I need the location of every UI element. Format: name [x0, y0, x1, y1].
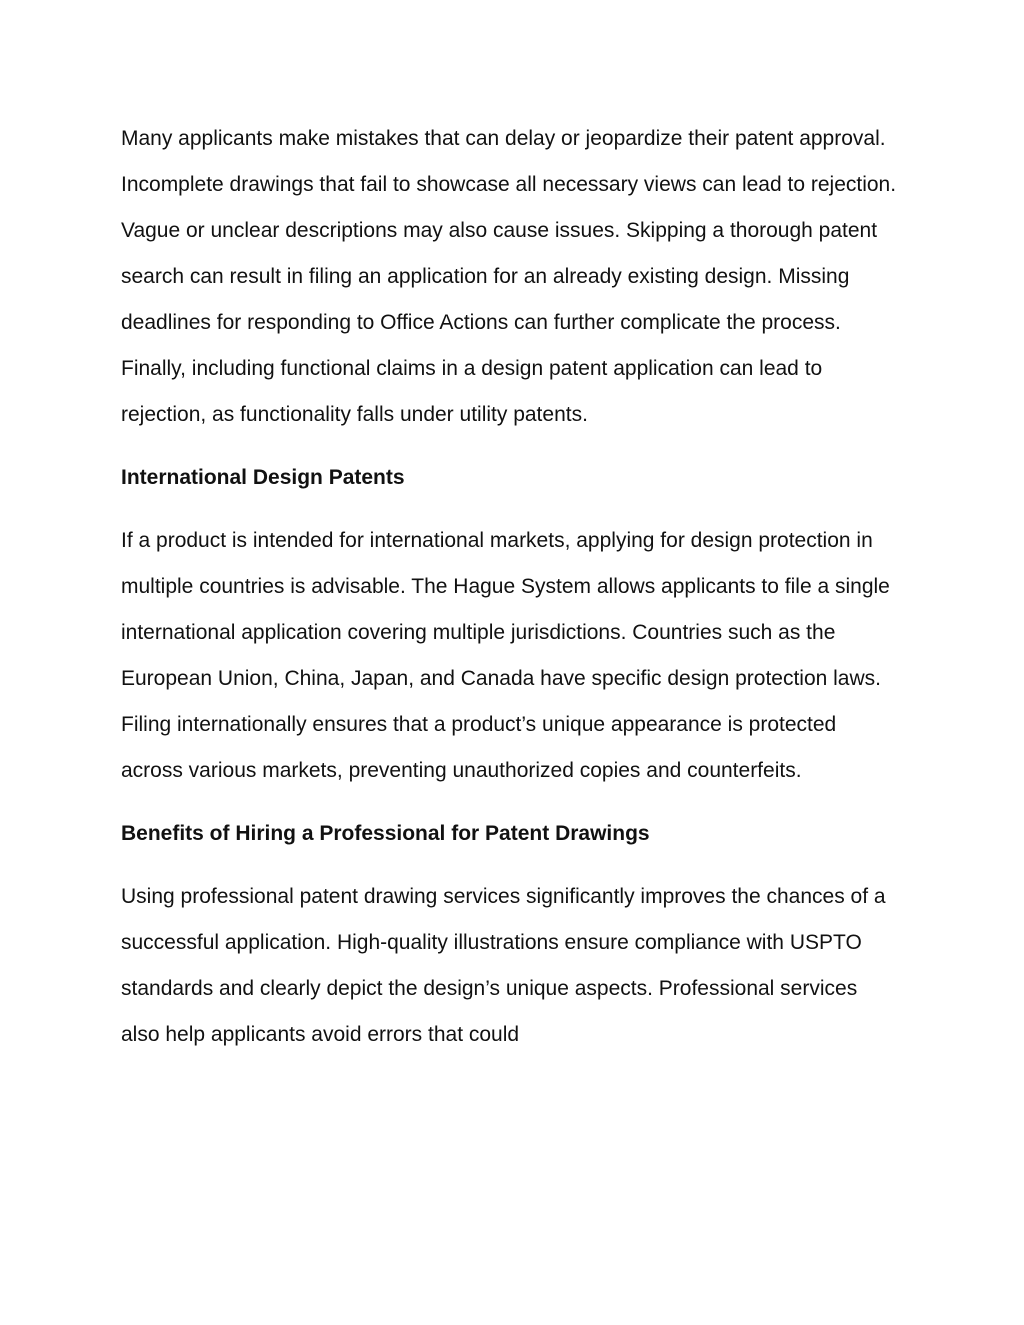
spacer [121, 501, 901, 518]
heading-benefits-professional-drawings: Benefits of Hiring a Professional for Patent Drawings [121, 822, 650, 845]
spacer [121, 438, 901, 455]
spacer [121, 857, 901, 874]
spacer [121, 794, 901, 811]
paragraph-international-design-patents: If a product is intended for international markets, applying for design protection in multiple countries is advisable. The Hague System allows applicants to file a single international application covering multiple jurisdictions. Countries such as the European Union, China, Japan, and Canada have specific design protection laws. Filing internationally ensures that a product’s unique appearance is protected across various markets, preventing unauthorized copies and counterfeits. [121, 529, 890, 782]
paragraph-benefits-professional-drawings: Using professional patent drawing services significantly improves the chances of a successful application. High-quality illustrations ensure compliance with USPTO standards and clearly depict the design’s unique aspects. Professional services also help applicants avoid errors that could [121, 885, 886, 1046]
paragraph-common-mistakes: Many applicants make mistakes that can delay or jeopardize their patent approval. Incomplete drawings that fail to showcase all necessary views can lead to rejection. Vague or unclear descriptions may also cause issues. Skipping a thorough patent search can result in filing an application for an already existing design. Missing deadlines for responding to Office Actions can further complicate the process. Finally, including functional claims in a design patent application can lead to rejection, as functionality falls under utility patents. [121, 127, 897, 426]
document-body [121, 116, 901, 1058]
heading-international-design-patents: International Design Patents [121, 466, 405, 489]
